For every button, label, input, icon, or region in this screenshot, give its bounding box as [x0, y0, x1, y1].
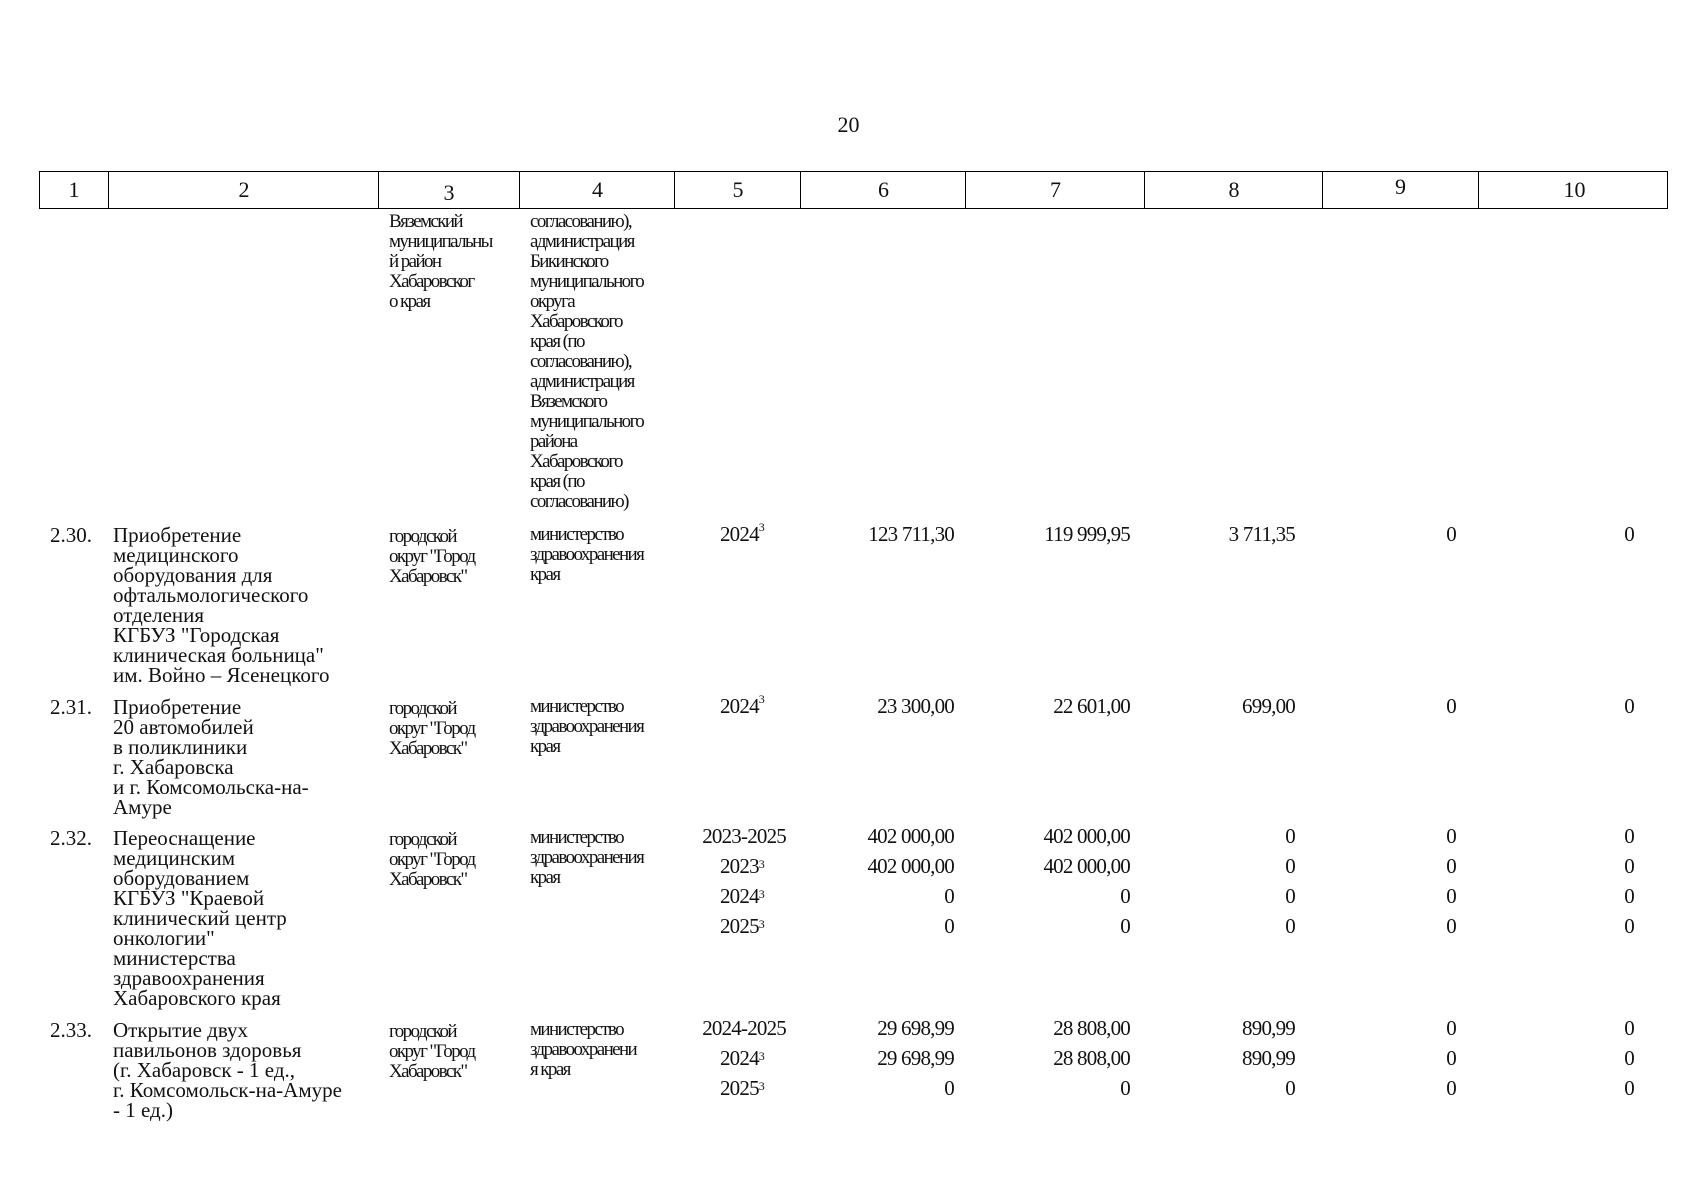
column-header-2: 2 — [108, 172, 379, 208]
territory: городской округ "Город Хабаровск" — [389, 698, 475, 759]
federal-amount: 119 999,95 — [1044, 522, 1130, 546]
row-number: 2.31. — [50, 695, 92, 719]
federal-amount: 0 — [1120, 1076, 1130, 1100]
total-amount: 0 — [944, 1076, 954, 1100]
row-number: 2.33. — [50, 1018, 92, 1042]
total-amount: 0 — [944, 914, 954, 938]
regional-amount: 3 711,35 — [1228, 522, 1295, 546]
page-number: 20 — [837, 112, 860, 137]
period: 2025$^3$ — [719, 914, 764, 938]
local-amount: 0 — [1446, 914, 1456, 938]
continuation-territory: Вяземский муниципальны й район Хабаровског о края — [389, 211, 492, 312]
executor: министерство здравоохранени я края — [530, 1019, 637, 1080]
total-amount: 123 711,30 — [868, 522, 954, 546]
period: 2023$^3$ — [719, 854, 764, 878]
local-amount: 0 — [1446, 694, 1456, 718]
other-amount: 0 — [1624, 884, 1634, 908]
other-amount: 0 — [1624, 824, 1634, 848]
measure-name: Приобретение 20 автомобилей в поликлиники г. Хабаровска и г. Комсомольска-на- Амуре — [113, 695, 309, 819]
regional-amount: 0 — [1285, 884, 1295, 908]
column-header-7: 7 — [965, 172, 1145, 208]
column-header-3: 3 — [378, 172, 519, 208]
table-header — [39, 171, 1668, 209]
local-amount: 0 — [1446, 824, 1456, 848]
other-amount: 0 — [1624, 694, 1634, 718]
column-header-1: 1 — [68, 177, 80, 202]
territory: городской округ "Город Хабаровск" — [389, 1021, 475, 1082]
federal-amount: 0 — [1120, 914, 1130, 938]
measure-name: Открытие двух павильонов здоровья (г. Хабаровск - 1 ед., г. Комсомольск-на-Амуре - 1 ед.) — [113, 1018, 342, 1122]
regional-amount: 890,99 — [1242, 1016, 1295, 1040]
period: 2025$^3$ — [719, 1076, 764, 1100]
local-amount: 0 — [1446, 1046, 1456, 1070]
federal-amount: 28 808,00 — [1053, 1016, 1130, 1040]
period: 2024-2025 — [702, 1016, 786, 1040]
other-amount: 0 — [1624, 1076, 1634, 1100]
column-header-4: 4 — [519, 172, 675, 208]
column-header-9: 9 — [1322, 172, 1478, 208]
other-amount: 0 — [1624, 1046, 1634, 1070]
regional-amount: 0 — [1285, 914, 1295, 938]
period: 2024$^3$ — [719, 884, 764, 908]
period: 2024$^3$ — [719, 520, 764, 546]
row-number: 2.32. — [50, 826, 92, 850]
federal-amount: 22 601,00 — [1053, 694, 1130, 718]
federal-amount: 28 808,00 — [1053, 1046, 1130, 1070]
total-amount: 402 000,00 — [867, 854, 954, 878]
column-header-6: 6 — [800, 172, 966, 208]
regional-amount: 890,99 — [1242, 1046, 1295, 1070]
other-amount: 0 — [1624, 914, 1634, 938]
executor: министерство здравоохранения края — [530, 827, 644, 888]
column-header-5: 5 — [674, 172, 801, 208]
federal-amount: 0 — [1120, 884, 1130, 908]
other-amount: 0 — [1624, 1016, 1634, 1040]
other-amount: 0 — [1624, 522, 1634, 546]
period: 2023-2025 — [702, 824, 786, 848]
column-header-10: 10 — [1478, 172, 1670, 208]
other-amount: 0 — [1624, 854, 1634, 878]
period: 2024$^3$ — [719, 1046, 764, 1070]
regional-amount: 0 — [1285, 824, 1295, 848]
local-amount: 0 — [1446, 1016, 1456, 1040]
federal-amount: 402 000,00 — [1043, 824, 1130, 848]
measure-name: Приобретение медицинского оборудования для офтальмологического отделения КГБУЗ "Городская клиническая больница" им. Войно – Ясенецкого — [113, 523, 330, 687]
territory: городской округ "Город Хабаровск" — [389, 526, 475, 587]
measure-name: Переоснащение медицинским оборудованием КГБУЗ "Краевой клинический центр онкологии" министерства здравоохранения Хабаровского края — [113, 826, 287, 1010]
regional-amount: 699,00 — [1242, 694, 1295, 718]
local-amount: 0 — [1446, 522, 1456, 546]
row-number: 2.30. — [50, 523, 92, 547]
total-amount: 23 300,00 — [877, 694, 954, 718]
total-amount: 29 698,99 — [877, 1046, 954, 1070]
local-amount: 0 — [1446, 884, 1456, 908]
column-header-8: 8 — [1144, 172, 1323, 208]
period: 2024$^3$ — [719, 692, 764, 718]
executor: министерство здравоохранения края — [530, 696, 644, 757]
executor: министерство здравоохранения края — [530, 524, 644, 585]
regional-amount: 0 — [1285, 854, 1295, 878]
total-amount: 402 000,00 — [867, 824, 954, 848]
territory: городской округ "Город Хабаровск" — [389, 829, 475, 890]
continuation-executor: согласованию), администрация Бикинского муниципального округа Хабаровского края (по согласованию), администрация Вяземского муниципального района Хабаровского края (по согласованию) — [530, 211, 644, 512]
regional-amount: 0 — [1285, 1076, 1295, 1100]
local-amount: 0 — [1446, 1076, 1456, 1100]
local-amount: 0 — [1446, 854, 1456, 878]
federal-amount: 402 000,00 — [1043, 854, 1130, 878]
total-amount: 29 698,99 — [877, 1016, 954, 1040]
total-amount: 0 — [944, 884, 954, 908]
